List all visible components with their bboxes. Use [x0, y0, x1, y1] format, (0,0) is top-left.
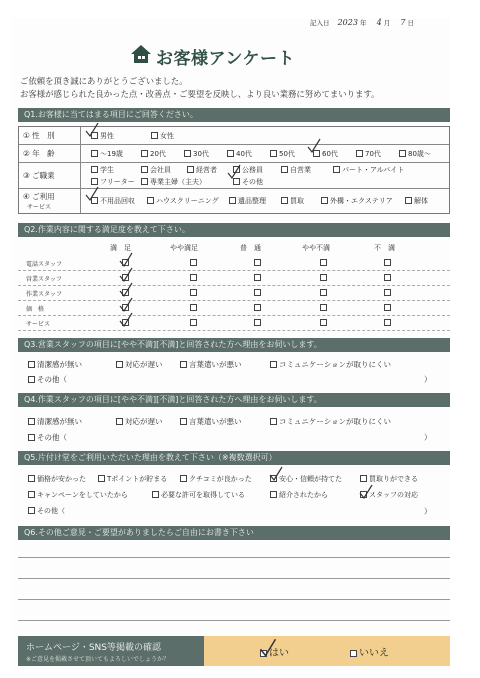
option-exterior[interactable]: 外構・エクステリア: [321, 196, 393, 206]
q3-option[interactable]: 言葉遣いが悪い: [180, 359, 242, 370]
option-part-time[interactable]: パート・アルバイト: [333, 165, 404, 175]
rating-box[interactable]: [254, 319, 261, 326]
check-mark-icon: [84, 186, 100, 202]
option-female[interactable]: 女性: [151, 131, 174, 141]
q3-other[interactable]: その他（: [28, 374, 67, 385]
check-mark-icon: [118, 252, 134, 268]
house-logo-icon: [130, 44, 152, 64]
option-male[interactable]: 男性: [91, 131, 114, 141]
q1-label: ② 年 齢: [19, 145, 81, 162]
rating-box[interactable]: [254, 274, 261, 281]
q1-heading: Q1.お客様に当てはまる項目にご回答ください。: [18, 108, 450, 122]
q3-option[interactable]: コミュニケーションが取りにくい: [270, 359, 391, 370]
q5-option[interactable]: 必要な許可を取得している: [152, 490, 245, 500]
consent-answers: [204, 636, 450, 666]
q4-heading: Q4.作業スタッフの項目に[やや不満][不満]と回答された方へ理由をお伺いします。: [18, 393, 450, 407]
rating-box[interactable]: [320, 259, 327, 266]
check-mark-icon: [268, 466, 284, 482]
rating-box[interactable]: [384, 304, 391, 311]
q5-option[interactable]: Tポイントが貯まる: [98, 474, 167, 484]
q2-row-service: サービス: [18, 316, 450, 331]
option-employee[interactable]: 会社員: [141, 165, 171, 175]
col-somewhat-dissatisfied: やや不満: [302, 244, 330, 252]
col-somewhat-satisfied: やや満足: [170, 244, 198, 252]
q4-option[interactable]: 対応が遅い: [116, 416, 163, 427]
option-age-30s[interactable]: 30代: [184, 149, 209, 159]
option-house-cleaning[interactable]: ハウスクリーニング: [147, 196, 219, 206]
comment-line: [18, 578, 450, 579]
q2-row-price: 価 格: [18, 301, 450, 316]
option-age-60s[interactable]: 60代: [313, 149, 338, 159]
q2-row-sales-staff: 営業スタッフ: [18, 271, 450, 286]
option-executive[interactable]: 経営者: [187, 165, 217, 175]
comment-line: [18, 620, 450, 621]
option-freeter[interactable]: フリーター: [91, 177, 135, 187]
rating-box[interactable]: [384, 319, 391, 326]
check-mark-icon: [84, 122, 100, 138]
q2-heading: Q2.作業内容に関する満足度を教えて下さい。: [18, 223, 450, 237]
q3-heading: Q3.営業スタッフの項目に[やや不満][不満]と回答された方へ理由をお伺いします。: [18, 338, 450, 352]
q4-other[interactable]: その他（: [28, 432, 67, 443]
option-age-70s[interactable]: 70代: [356, 149, 381, 159]
rating-box[interactable]: [320, 289, 327, 296]
option-age-50s[interactable]: 50代: [270, 149, 295, 159]
rating-box[interactable]: [190, 304, 197, 311]
intro-line-1: ご依頼を頂き誠にありがとうございました。: [20, 76, 188, 86]
q5-heading: Q5.片付け堂をご利用いただいた理由を教えて下さい（※複数選択可）: [18, 451, 450, 465]
q1-row-age: [19, 145, 449, 163]
date-field: 記入日 2023 年 4 月 7 日: [310, 18, 415, 27]
rating-box[interactable]: [320, 319, 327, 326]
option-age-40s[interactable]: 40代: [227, 149, 252, 159]
option-age-19[interactable]: ～19歳: [91, 149, 123, 159]
rating-box[interactable]: [320, 274, 327, 281]
consent-title: ホームページ・SNS等掲載の確認: [26, 643, 161, 653]
check-mark-icon: [306, 138, 322, 154]
check-mark-icon: [258, 638, 278, 658]
rating-box[interactable]: [254, 289, 261, 296]
check-mark-icon: [118, 297, 134, 313]
q5-option[interactable]: キャンペーンをしていたから: [28, 490, 128, 500]
rating-box[interactable]: [190, 274, 197, 281]
q5-option[interactable]: 紹介されたから: [270, 490, 328, 500]
option-buyback[interactable]: 買取: [281, 196, 304, 206]
check-mark-icon: [118, 282, 134, 298]
publish-consent: [18, 636, 450, 666]
rating-box[interactable]: [190, 319, 197, 326]
col-neutral: 普 通: [240, 244, 261, 252]
option-self-employed[interactable]: 自営業: [281, 165, 311, 175]
option-age-20s[interactable]: 20代: [141, 149, 166, 159]
check-mark-icon: [358, 484, 374, 500]
survey-sheet: [12, 18, 450, 670]
col-satisfied: 満 足: [110, 244, 131, 252]
rating-box[interactable]: [190, 259, 197, 266]
q5-close-paren: ）: [424, 507, 432, 516]
intro-line-2: お客様が感じられた良かった点・改善点・ご要望を反映し、より良い業務に努めてまいります。: [20, 89, 380, 99]
q2-row-phone-staff: 電話スタッフ: [18, 256, 450, 271]
rating-box[interactable]: [384, 259, 391, 266]
check-mark-icon: [118, 267, 134, 283]
q4-close-paren: ）: [424, 433, 432, 442]
q2-row-work-staff: 作業スタッフ: [18, 286, 450, 301]
check-mark-icon: [226, 164, 242, 180]
col-dissatisfied: 不 満: [374, 244, 395, 252]
rating-box[interactable]: [320, 304, 327, 311]
rating-box[interactable]: [384, 289, 391, 296]
consent-no[interactable]: いいえ: [350, 644, 389, 659]
consent-subtitle: ※ご意見を掲載させて頂いてもよろしいでしょうか？: [26, 656, 170, 663]
q5-option[interactable]: 価格が安かった: [28, 474, 86, 484]
option-homemaker[interactable]: 専業主婦（主夫）: [141, 177, 206, 187]
q3-option[interactable]: 清潔感が無い: [28, 359, 82, 370]
page-title: お客様アンケート: [156, 49, 295, 69]
option-age-80[interactable]: 80歳～: [399, 149, 431, 159]
option-junk-removal[interactable]: 不用品回収: [91, 196, 135, 206]
rating-box[interactable]: [254, 304, 261, 311]
option-demolition[interactable]: 解体: [405, 196, 428, 206]
q1-label: ③ ご職業: [19, 163, 81, 188]
q4-option[interactable]: 清潔感が無い: [28, 416, 82, 427]
rating-box[interactable]: [254, 259, 261, 266]
q4-option[interactable]: コミュニケーションが取りにくい: [270, 416, 391, 427]
q6-heading: Q6.その他ご意見・ご要望がありましたらご自由にお書き下さい: [18, 526, 450, 540]
q5-option[interactable]: 買取りができる: [360, 474, 418, 484]
comment-line: [18, 557, 450, 558]
option-student[interactable]: 学生: [91, 165, 114, 175]
q5-other[interactable]: その他（: [28, 506, 65, 516]
q1-label: ① 性 別: [19, 127, 81, 144]
q5-option[interactable]: 安心・信頼が持てた: [270, 474, 342, 484]
option-other[interactable]: その他: [233, 177, 263, 187]
q5-option[interactable]: クチコミが良かった: [180, 474, 252, 484]
option-civil-servant[interactable]: 公務員: [233, 165, 263, 175]
comment-line: [18, 599, 450, 600]
consent-label-block: [18, 636, 204, 666]
q3-close-paren: ）: [424, 375, 432, 384]
option-estate-clearing[interactable]: 遺品整理: [229, 196, 266, 206]
rating-box[interactable]: [190, 289, 197, 296]
q5-option[interactable]: スタッフの対応: [360, 490, 418, 500]
consent-yes[interactable]: はい: [260, 644, 289, 659]
rating-box[interactable]: [384, 274, 391, 281]
q3-option[interactable]: 対応が遅い: [116, 359, 163, 370]
q1-label: ④ ご利用 サービス: [19, 189, 81, 213]
check-mark-icon: [118, 312, 134, 328]
q4-option[interactable]: 言葉遣いが悪い: [180, 416, 242, 427]
